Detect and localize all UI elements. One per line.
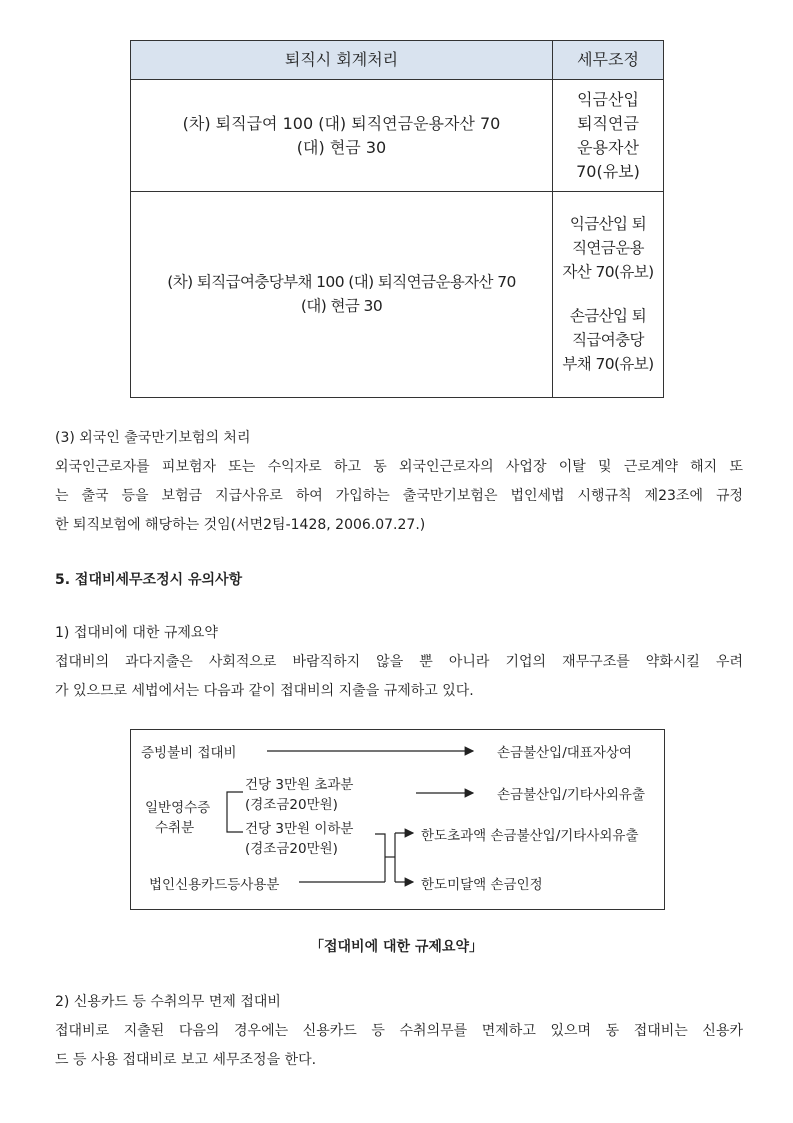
adjust-line: 부채 70(유보) (562, 355, 654, 374)
table-header-accounting: 퇴직시 회계처리 (131, 41, 553, 80)
adjustment-cell (553, 80, 664, 192)
entry-line: (대) 현금 30 (296, 137, 387, 157)
journal-entry-cell (131, 191, 553, 397)
tax-adjustment-table (130, 40, 664, 398)
limit-over-result: 한도초과액 손금불산입/기타사외유출 (421, 828, 639, 844)
table-row (131, 80, 664, 192)
adjust-line: 직연금운용 (572, 239, 644, 258)
adjust-line: 자산 70(유보) (562, 263, 654, 282)
section3-title: (3) 외국인 출국만기보험의 처리 (55, 430, 251, 446)
section3-line: 는 출국 등을 보험금 지급사유로 하여 가입하는 출국만기보험은 법인세법 시행규칙 제23조에 규정 (55, 488, 743, 504)
receipt-group-label: 수취분 (155, 820, 195, 836)
table-header-adjustment: 세무조정 (553, 41, 664, 80)
journal-entry-cell (131, 80, 553, 192)
entertainment-expense-diagram (130, 729, 665, 910)
over-label: 건당 3만원 초과분 (245, 777, 354, 793)
adjustment-cell (553, 191, 664, 397)
adjust-line: 운용자산 (577, 137, 639, 157)
subsection-title: 1) 접대비에 대한 규제요약 (55, 625, 218, 641)
card-label: 법인신용카드등사용분 (149, 877, 280, 893)
entry-line: (차) 퇴직급여 100 (대) 퇴직연금운용자산 70 (182, 113, 501, 133)
paragraph-line: 드 등 사용 접대비로 보고 세무조정을 한다. (55, 1052, 317, 1068)
over-sub-label: (경조금20만원) (245, 797, 338, 813)
section3-line: 외국인근로자를 피보험자 또는 수익자로 하고 동 외국인근로자의 사업장 이탈 및 근로계약 해지 또 (55, 459, 743, 475)
under-sub-label: (경조금20만원) (245, 841, 338, 857)
subsection-title: 2) 신용카드 등 수취의무 면제 접대비 (55, 994, 281, 1010)
over-result: 손금불산입/기타사외유출 (497, 787, 645, 803)
entry-line: (차) 퇴직급여충당부채 100 (대) 퇴직연금운용자산 70 (167, 273, 516, 292)
entry-line: (대) 현금 30 (300, 297, 383, 316)
receipt-group-label: 일반영수증 (145, 800, 211, 816)
section3-line: 한 퇴직보험에 해당하는 것임(서면2팀-1428, 2006.07.27.) (55, 517, 426, 533)
adjust-line: 익금산입 (577, 89, 639, 109)
limit-under-result: 한도미달액 손금인정 (421, 877, 543, 893)
no-evidence-label: 증빙불비 접대비 (141, 745, 237, 761)
paragraph-line: 접대비의 과다지출은 사회적으로 바람직하지 않을 뿐 아니라 기업의 재무구조를 약화시킬 우려 (55, 654, 743, 670)
adjust-line: 70(유보) (576, 161, 640, 181)
under-label: 건당 3만원 이하분 (245, 821, 354, 837)
section5-title: 5. 접대비세무조정시 유의사항 (55, 572, 243, 588)
adjust-line: 익금산입 퇴 (569, 215, 647, 234)
no-evidence-result: 손금불산입/대표자상여 (497, 745, 632, 761)
diagram-caption: 「접대비에 대한 규제요약」 (310, 939, 483, 955)
table-row (131, 191, 664, 397)
paragraph-line: 접대비로 지출된 다음의 경우에는 신용카드 등 수취의무를 면제하고 있으며 동 접대비는 신용카 (55, 1023, 743, 1039)
paragraph-line: 가 있으므로 세법에서는 다음과 같이 접대비의 지출을 규제하고 있다. (55, 683, 474, 699)
adjust-line: 퇴직연금 (577, 113, 639, 133)
adjust-line: 손금산입 퇴 (569, 307, 647, 326)
adjust-line: 직급여충당 (572, 331, 644, 350)
